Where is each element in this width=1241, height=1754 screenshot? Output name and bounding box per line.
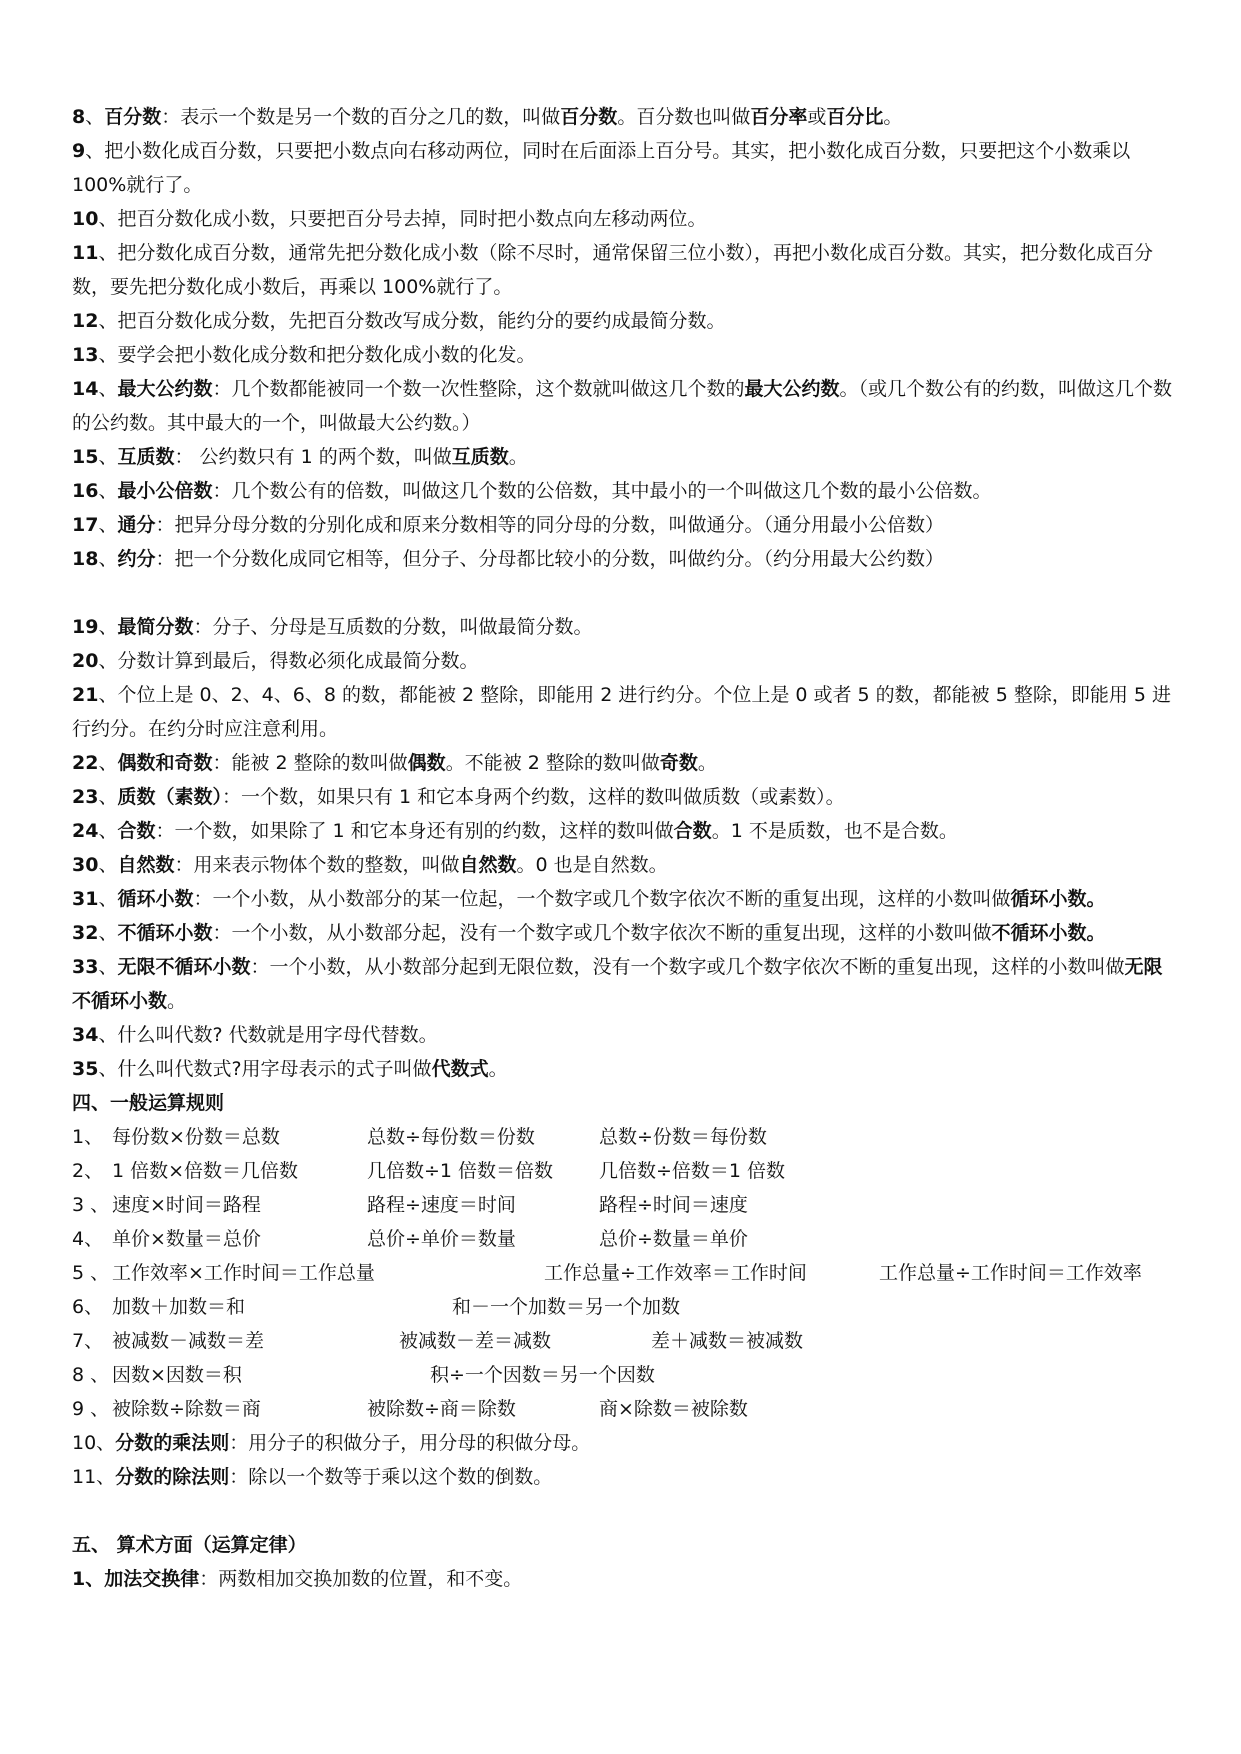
paragraph-gap	[72, 576, 1177, 610]
definition-item-33	[72, 950, 1177, 1018]
rule-formula-a: 工作效率×工作时间＝工作总量	[112, 1262, 375, 1284]
definition-item-18	[72, 542, 1177, 576]
definition-text: 把分数化成百分数，通常先把分数化成小数（除不尽时，通常保留三位小数），再把小数化成百分数。其实，把分数化成百分数，要先把分数化成小数后，再乘以 100%就行了。	[72, 242, 1153, 298]
definition-text: 个位上是 0、2、4、6、8 的数，都能被 2 整除，即能用 2 进行约分。个位上是 0 或者 5 的数，都能被 5 整除，即能用 5 进行约分。在约分时应注意利用。	[72, 684, 1171, 740]
rule-formula-c: 差＋减数＝被减数	[651, 1330, 804, 1352]
definition-item-23	[72, 780, 1177, 814]
separator: 、	[98, 344, 118, 366]
item-number: 17	[72, 514, 99, 536]
rule-formula-b: 总价÷单价＝数量	[367, 1228, 516, 1250]
item-number: 22	[72, 752, 99, 774]
rule-number: 9 、	[72, 1398, 110, 1420]
separator: 、	[98, 650, 118, 672]
item-number: 12	[72, 310, 99, 332]
definition-text: 。	[508, 446, 528, 468]
rule-formula-b: 路程÷速度＝时间	[367, 1194, 516, 1216]
bold-term: 不循环小数。	[991, 922, 1106, 944]
separator: 、	[98, 752, 118, 774]
item-number: 30	[72, 854, 99, 876]
separator: 、	[98, 208, 118, 230]
definition-text: 把百分数化成分数，先把百分数改写成分数，能约分的要约成最简分数。	[117, 310, 726, 332]
item-number: 10	[72, 208, 99, 230]
rule-row-3	[72, 1188, 1177, 1222]
colon: ：	[155, 820, 175, 842]
rule-number: 2、	[72, 1160, 104, 1182]
separator: 、	[98, 242, 118, 264]
definition-text: 用来表示物体个数的整数，叫做	[193, 854, 460, 876]
rule-formula-b: 几倍数÷1 倍数＝倍数	[367, 1160, 554, 1182]
bold-term: 代数式	[431, 1058, 489, 1080]
item-number: 35	[72, 1058, 99, 1080]
colon: ：	[155, 514, 175, 536]
definition-text: 或	[807, 106, 827, 128]
section-5-title: 五、 算术方面（运算定律）	[72, 1534, 307, 1556]
rule-formula-b: 被减数－差＝减数	[399, 1330, 552, 1352]
item-number: 8	[72, 106, 86, 128]
rule-formula-a: 因数×因数＝积	[112, 1364, 242, 1386]
bold-term: 百分数	[560, 106, 618, 128]
term: 不循环小数	[117, 922, 213, 944]
colon: ：	[155, 548, 175, 570]
definition-text: 。不能被 2 整除的数叫做	[445, 752, 660, 774]
colon: ：	[161, 106, 181, 128]
item-number: 32	[72, 922, 99, 944]
definition-item-32	[72, 916, 1177, 950]
rule-formula-b: 和－一个加数＝另一个加数	[452, 1296, 681, 1318]
colon: ：	[193, 888, 213, 910]
rule-formula-a: 加数＋加数＝和	[112, 1296, 246, 1318]
item-number: 16	[72, 480, 99, 502]
operation-rules	[72, 1120, 1177, 1426]
definition-text: 几个数都能被同一个数一次性整除，这个数就叫做这几个数的	[231, 378, 745, 400]
bold-term: 合数	[673, 820, 712, 842]
term: 百分数	[104, 106, 162, 128]
rule-number: 6、	[72, 1296, 104, 1318]
rule-number: 5 、	[72, 1262, 110, 1284]
rule-formula-a: 被除数÷除数＝商	[112, 1398, 261, 1420]
definition-text: 把异分母分数的分别化成和原来分数相等的同分母的分数，叫做通分。（通分用最小公倍数）	[174, 514, 945, 536]
rule-formula-b: 工作总量÷工作效率＝工作时间	[544, 1262, 807, 1284]
rule-number: 7、	[72, 1330, 104, 1352]
bold-term: 偶数	[407, 752, 446, 774]
definition-text: 几个数公有的倍数，叫做这几个数的公倍数，其中最小的一个叫做这几个数的最小公倍数。	[231, 480, 992, 502]
definition-text: 。（或几个数公有的约数，叫做这几个数的公约数。其中最大的一个，叫做最大公约数。）	[72, 378, 1173, 434]
colon: ：	[212, 752, 232, 774]
definition-text: 把小数化成百分数，只要把小数点向右移动两位，同时在后面添上百分号。其实，把小数化成百分数，只要把这个小数乘以 100%就行了。	[72, 140, 1131, 196]
definition-item-14	[72, 372, 1177, 440]
definition-text: 能被 2 整除的数叫做	[231, 752, 408, 774]
separator: 、	[98, 1058, 118, 1080]
item-number: 34	[72, 1024, 99, 1046]
definition-item-21	[72, 678, 1177, 746]
definition-text: 。百分数也叫做	[617, 106, 751, 128]
bold-term: 百分比	[826, 106, 884, 128]
rule-formula-c: 工作总量÷工作时间＝工作效率	[879, 1262, 1142, 1284]
definition-text: 要学会把小数化成分数和把分数化成小数的化发。	[117, 344, 536, 366]
definition-text: 一个数，如果除了 1 和它本身还有别的约数，这样的数叫做	[174, 820, 674, 842]
item-number: 33	[72, 956, 99, 978]
separator: 、	[98, 548, 118, 570]
item-number: 23	[72, 786, 99, 808]
separator: 、	[98, 888, 118, 910]
definition-item-22	[72, 746, 1177, 780]
separator: 、	[98, 616, 118, 638]
bold-term: 百分率	[750, 106, 808, 128]
definition-item-8	[72, 100, 1177, 134]
separator: 、	[98, 1024, 118, 1046]
term: 最简分数	[117, 616, 194, 638]
definition-text: 什么叫代数? 代数就是用字母代替数。	[117, 1024, 438, 1046]
rule-number: 8 、	[72, 1364, 110, 1386]
term: 质数（素数）	[117, 786, 222, 808]
colon: ：	[174, 854, 194, 876]
bold-term: 奇数	[659, 752, 698, 774]
definition-text: 公约数只有 1 的两个数，叫做	[193, 446, 452, 468]
separator: 、	[98, 514, 118, 536]
definition-text: 。	[697, 752, 717, 774]
separator: 、	[85, 140, 105, 162]
definition-item-10	[72, 202, 1177, 236]
rule-formula-b: 总数÷每份数＝份数	[367, 1126, 535, 1148]
term: 偶数和奇数	[117, 752, 213, 774]
colon: ：	[193, 616, 213, 638]
item-number: 20	[72, 650, 99, 672]
separator: 、	[98, 446, 118, 468]
rule-row-4	[72, 1222, 1177, 1256]
rule-10: 10、分数的乘法则：用分子的积做分子，用分母的积做分母。	[72, 1432, 591, 1454]
item-number: 15	[72, 446, 99, 468]
bold-term: 最大公约数	[744, 378, 840, 400]
definition-item-31	[72, 882, 1177, 916]
item-number: 13	[72, 344, 99, 366]
item-number: 19	[72, 616, 99, 638]
item-number: 14	[72, 378, 99, 400]
bold-term: 循环小数。	[1010, 888, 1106, 910]
rule-row-8	[72, 1358, 1177, 1392]
definition-text: 。	[883, 106, 903, 128]
definition-item-19	[72, 610, 1177, 644]
rule-formula-c: 几倍数÷倍数＝1 倍数	[599, 1160, 786, 1182]
definition-text: 表示一个数是另一个数的百分之几的数，叫做	[180, 106, 561, 128]
colon: ：	[174, 446, 194, 468]
colon: ：	[212, 378, 232, 400]
rule-formula-c: 总价÷数量＝单价	[599, 1228, 748, 1250]
bold-term: 无限不循环小数	[72, 956, 1163, 1012]
item-number: 21	[72, 684, 99, 706]
colon: ：	[250, 956, 270, 978]
definition-item-34	[72, 1018, 1177, 1052]
definition-item-12	[72, 304, 1177, 338]
law-1: 1、加法交换律：两数相加交换加数的位置，和不变。	[72, 1568, 523, 1590]
rule-row-6	[72, 1290, 1177, 1324]
term: 无限不循环小数	[117, 956, 251, 978]
rule-row-1	[72, 1120, 1177, 1154]
rule-formula-c: 商×除数＝被除数	[599, 1398, 748, 1420]
term: 最大公约数	[117, 378, 213, 400]
definition-item-13	[72, 338, 1177, 372]
definition-text: 把一个分数化成同它相等，但分子、分母都比较小的分数，叫做约分。（约分用最大公约数）	[174, 548, 945, 570]
item-number: 31	[72, 888, 99, 910]
definition-item-17	[72, 508, 1177, 542]
term: 约分	[117, 548, 156, 570]
term: 互质数	[117, 446, 175, 468]
separator: 、	[98, 480, 118, 502]
bold-term: 互质数	[451, 446, 509, 468]
definition-text: ：一个数，如果只有 1 和它本身两个约数，这样的数叫做质数（或素数）。	[221, 786, 845, 808]
rule-formula-c: 路程÷时间＝速度	[599, 1194, 748, 1216]
definition-item-20	[72, 644, 1177, 678]
rule-number: 1、	[72, 1126, 104, 1148]
item-number: 18	[72, 548, 99, 570]
definition-text: 。1 不是质数，也不是合数。	[711, 820, 958, 842]
separator: 、	[98, 820, 118, 842]
definition-item-24	[72, 814, 1177, 848]
item-number: 9	[72, 140, 86, 162]
rule-formula-a: 1 倍数×倍数＝几倍数	[112, 1160, 299, 1182]
definition-text: 。	[167, 990, 187, 1012]
rule-row-2	[72, 1154, 1177, 1188]
definition-item-15	[72, 440, 1177, 474]
separator: 、	[85, 106, 105, 128]
term: 循环小数	[117, 888, 194, 910]
definition-item-11	[72, 236, 1177, 304]
term: 自然数	[117, 854, 175, 876]
rule-row-5	[72, 1256, 1177, 1290]
section-4-title: 四、一般运算规则	[72, 1092, 225, 1114]
term: 合数	[117, 820, 156, 842]
item-number: 24	[72, 820, 99, 842]
rule-formula-a: 单价×数量＝总价	[112, 1228, 261, 1250]
separator: 、	[98, 786, 118, 808]
term: 通分	[117, 514, 156, 536]
separator: 、	[98, 956, 118, 978]
rule-row-9	[72, 1392, 1177, 1426]
definition-text: 。0 也是自然数。	[516, 854, 668, 876]
separator: 、	[98, 378, 118, 400]
colon: ：	[212, 922, 232, 944]
rule-formula-c: 总数÷份数＝每份数	[599, 1126, 767, 1148]
definition-text: 一个小数，从小数部分的某一位起，一个数字或几个数字依次不断的重复出现，这样的小数叫做	[212, 888, 1011, 910]
definitions-part-1	[72, 100, 1177, 576]
definition-item-30	[72, 848, 1177, 882]
separator: 、	[98, 922, 118, 944]
definition-text: 。	[488, 1058, 508, 1080]
rule-formula-a: 被减数－减数＝差	[112, 1330, 265, 1352]
rule-number: 3 、	[72, 1194, 110, 1216]
rule-formula-a: 速度×时间＝路程	[112, 1194, 261, 1216]
rule-11: 11、分数的除法则：除以一个数等于乘以这个数的倒数。	[72, 1466, 553, 1488]
separator: 、	[98, 684, 118, 706]
item-number: 11	[72, 242, 99, 264]
colon: ：	[212, 480, 232, 502]
paragraph-gap	[72, 1494, 1177, 1528]
rule-row-7	[72, 1324, 1177, 1358]
definition-item-35	[72, 1052, 1177, 1086]
rule-formula-b: 积÷一个因数＝另一个因数	[430, 1364, 655, 1386]
separator: 、	[98, 854, 118, 876]
definition-text: 分数计算到最后，得数必须化成最简分数。	[117, 650, 479, 672]
definitions-part-2	[72, 610, 1177, 1086]
term: 最小公倍数	[117, 480, 213, 502]
definition-text: 一个小数，从小数部分起到无限位数，没有一个数字或几个数字依次不断的重复出现，这样的小数叫做	[269, 956, 1125, 978]
bold-term: 自然数	[459, 854, 517, 876]
definition-text: 分子、分母是互质数的分数，叫做最简分数。	[212, 616, 593, 638]
definition-text: 把百分数化成小数，只要把百分号去掉，同时把小数点向左移动两位。	[117, 208, 707, 230]
rule-number: 4、	[72, 1228, 104, 1250]
document-page	[72, 100, 1177, 1596]
definition-item-16	[72, 474, 1177, 508]
definition-text: 什么叫代数式?用字母表示的式子叫做	[117, 1058, 432, 1080]
rule-formula-a: 每份数×份数＝总数	[112, 1126, 280, 1148]
rule-formula-b: 被除数÷商＝除数	[367, 1398, 516, 1420]
definition-item-9	[72, 134, 1177, 202]
separator: 、	[98, 310, 118, 332]
definition-text: 一个小数，从小数部分起，没有一个数字或几个数字依次不断的重复出现，这样的小数叫做	[231, 922, 992, 944]
